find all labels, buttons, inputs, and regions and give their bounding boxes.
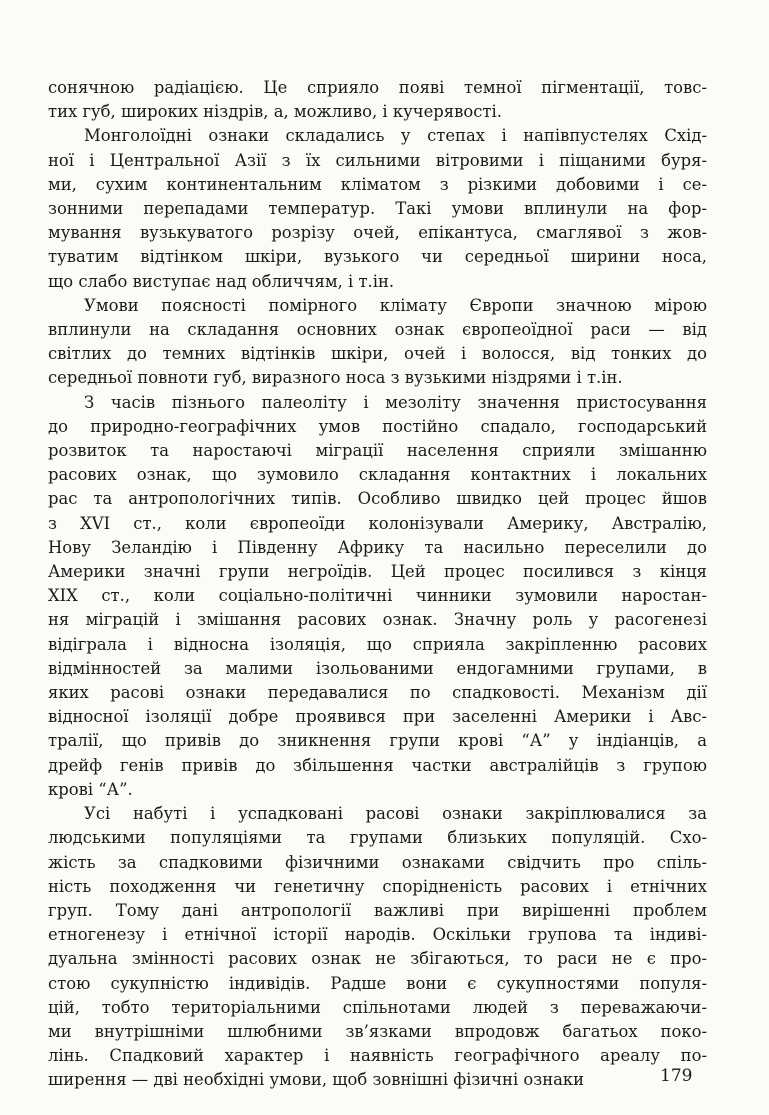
text-line: ної і Центральної Азії з їх сильними вітровими і піщаними буря-: [48, 150, 707, 170]
text-line: Усі набуті і успадковані расові ознаки закріплювалися за: [84, 804, 707, 824]
text-line: ми внутрішніми шлюбними зв’язками впродовж багатьох поко-: [48, 1021, 707, 1041]
text-line: З часів пізнього палеоліту і мезоліту значення пристосування: [84, 392, 707, 412]
text-line: світлих до темних відтінків шкіри, очей і волосся, від тонких до: [48, 344, 707, 364]
text-line: середньої повноти губ, виразного носа з вузькими ніздрями і т.ін.: [48, 368, 623, 388]
text-line: лінь. Спадковий характер і наявність географічного ареалу по-: [48, 1046, 707, 1066]
text-line: зонними перепадами температур. Такі умови вплинули на фор-: [48, 199, 707, 219]
text-line: що слабо виступає над обличчям, і т.ін.: [48, 271, 395, 291]
text-line: етногенезу і етнічної історії народів. Оскільки групова та індиві-: [48, 925, 707, 945]
text-line: цій, тобто територіальними спільнотами людей з переважаючи-: [48, 997, 707, 1017]
text-line: Америки значні групи негроїдів. Цей процес посилився з кінця: [48, 562, 707, 582]
text-line: відіграла і відносна ізоляція, що сприяла закріпленню расових: [48, 634, 707, 654]
text-line: розвиток та наростаючі міграції населення сприяли змішанню: [48, 441, 707, 461]
paragraph: [48, 391, 707, 802]
text-line: відмінностей за малими ізольованими ендогамними групами, в: [48, 658, 707, 678]
paragraph: [48, 802, 707, 1092]
paragraph: [48, 294, 707, 391]
text-line: ми, сухим континентальним кліматом з різкими добовими і се-: [48, 174, 707, 194]
text-line: груп. Тому дані антропології важливі при вирішенні проблем: [48, 900, 707, 920]
text-line: до природно-географічних умов постійно спадало, господарський: [48, 416, 707, 436]
text-line: Умови поясності помірного клімату Європи значною мірою: [84, 295, 707, 315]
text-line: вплинули на складання основних ознак європеоїдної раси — від: [48, 320, 707, 340]
text-line: Монголоїдні ознаки складались у степах і напівпустелях Схід-: [84, 126, 707, 146]
text-line: відносної ізоляції добре проявився при заселенні Америки і Авс-: [48, 707, 707, 727]
text-line: тих губ, широких ніздрів, а, можливо, і кучерявості.: [48, 102, 502, 122]
text-line: XIX ст., коли соціально-політичні чинники зумовили наростан-: [48, 586, 707, 606]
text-line: дуальна змінності расових ознак не збігаються, то раси не є про-: [48, 949, 707, 969]
text-line: жість за спадковими фізичними ознаками свідчить про спіль-: [48, 852, 707, 872]
text-line: ня міграцій і змішання расових ознак. Значну роль у расогенезі: [48, 610, 707, 630]
body-text: [48, 76, 707, 1093]
text-line: з XVI ст., коли європеоїди колонізували Америку, Австралію,: [48, 513, 707, 533]
text-line: дрейф генів привів до збільшення частки австралійців з групою: [48, 755, 707, 775]
text-line: сонячною радіацією. Це сприяло появі темної пігментації, товс-: [48, 78, 707, 97]
text-line: мування вузькуватого розрізу очей, епікантуса, смаглявої з жов-: [48, 223, 707, 243]
paragraph: [48, 76, 707, 124]
text-line: людськими популяціями та групами близьких популяцій. Схо-: [48, 828, 707, 848]
paragraph: [48, 124, 707, 293]
text-line: Нову Зеландію і Південну Африку та насильно переселили до: [48, 537, 707, 557]
text-line: рас та антропологічних типів. Особливо швидко цей процес йшов: [48, 489, 707, 509]
text-line: ність походження чи генетичну спорідненість расових і етнічних: [48, 876, 707, 896]
text-line: стою сукупністю індивідів. Радше вони є сукупностями популя-: [48, 973, 707, 993]
text-line: туватим відтінком шкіри, вузького чи середньої ширини носа,: [48, 247, 707, 267]
text-line: расових ознак, що зумовило складання контактних і локальних: [48, 465, 707, 485]
text-line: крові “А”.: [48, 779, 133, 799]
text-line: ширення — дві необхідні умови, щоб зовнішні фізичні ознаки: [48, 1070, 585, 1090]
text-line: тралії, що привів до зникнення групи крові “А” у індіанців, а: [48, 731, 707, 751]
page-number: 179: [660, 1066, 693, 1086]
text-line: яких расові ознаки передавалися по спадковості. Механізм дії: [48, 683, 707, 703]
